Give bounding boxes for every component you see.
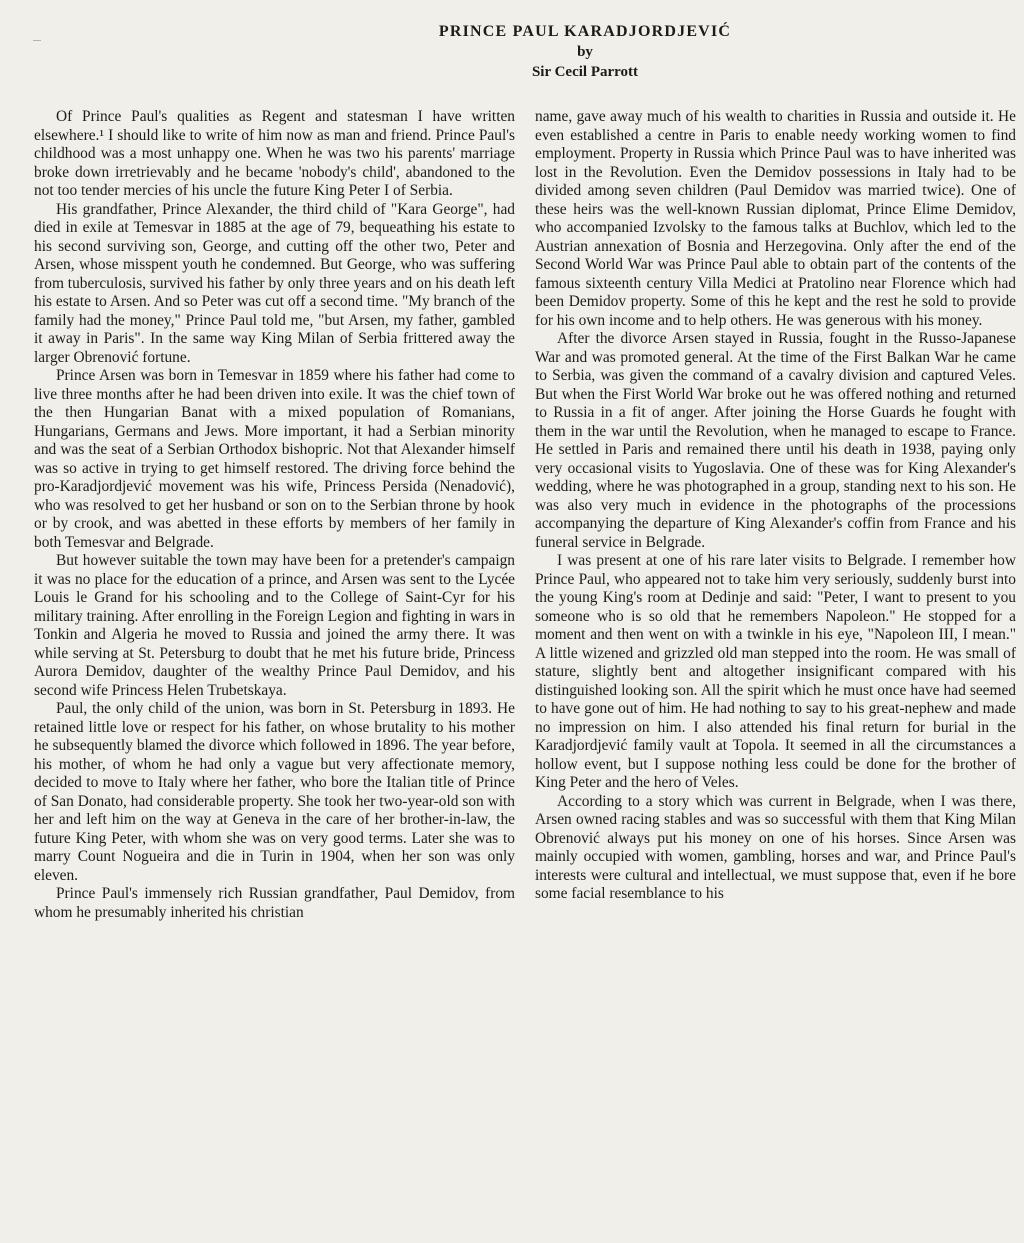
left-column xyxy=(34,108,515,922)
paragraph-continued: name, gave away much of his wealth to charities in Russia and outside it. He even established a centre in Paris to enable needy working women to find employment. Property in Russia which Prince Paul was to have inherited was lost in the Revolution. Even the Demidov possessions in Italy had to be divided among seven children (Paul Demidov was married twice). One of these heirs was the well-known Russian diplomat, Prince Elime Demidov, who accompanied Izvolsky to the famous talks at Buchlov, which led to the Austrian annexation of Bosnia and Herzegovina. Only after the end of the Second World War was Prince Paul able to obtain part of the contents of the famous sixteenth century Villa Medici at Pratolino near Florence which had been Demidov property. Some of this he kept and the rest he sold to provide for his own income and to help others. He was generous with his money. xyxy=(535,108,1016,329)
paragraph: But however suitable the town may have been for a pretender's campaign it was no place for the education of a prince, and Arsen was sent to the Lycée Louis le Grand for his schooling and to the College of Saint-Cyr for his military training. After enrolling in the Foreign Legion and fighting in wars in Tonkin and Algeria he moved to Russia and joined the army there. It was while serving at St. Petersburg to doubt that he met his future bride, Princess Aurora Demidov, daughter of the wealthy Prince Paul Demidov, and his second wife Princess Helen Trubetskaya. xyxy=(34,552,515,699)
paragraph: Of Prince Paul's qualities as Regent and statesman I have written elsewhere.¹ I should like to write of him now as man and friend. Prince Paul's childhood was a most unhappy one. When he was two his parents' marriage broke down irretrievably and he became 'nobody's child', abandoned to the not too tender mercies of his uncle the future King Peter I of Serbia. xyxy=(34,108,515,199)
paragraph: I was present at one of his rare later visits to Belgrade. I remember how Prince Paul, who appeared not to take him very seriously, suddenly burst into the young King's room at Dedinje and said: "Peter, I want to present to you someone who is so old that he remembers Napoleon." He stopped for a moment and then went on with a twinkle in his eye, "Napoleon III, I mean." A little wizened and grizzled old man stepped into the room. He was small of stature, slightly bent and altogether insignificant compared with his distinguished looking son. All the spirit which he must once have had seemed to have gone out of him. He had nothing to say to his great-nephew and made no impression on him. I also attended his final return for burial in the Karadjordjević family vault at Topola. It seemed in all the circumstances a hollow event, but I suppose nothing less could be done for the brother of King Peter and the hero of Veles. xyxy=(535,552,1016,791)
article-header xyxy=(34,22,1016,82)
article-body xyxy=(34,108,1016,922)
paragraph: Prince Paul's immensely rich Russian grandfather, Paul Demidov, from whom he presumably inherited his christian xyxy=(34,885,515,921)
paragraph: Prince Arsen was born in Temesvar in 1859 where his father had come to live three months after he had been driven into exile. It was the chief town of the then Hungarian Banat with a mixed population of Romanians, Hungarians, Germans and Jews. More important, it had a Serbian minority and was the seat of a Serbian Orthodox bishopric. Not that Alexander himself was so active in trying to get himself restored. The driving force behind the pro-Karadjordjević movement was his wife, Princess Persida (Nenadović), who was resolved to get her husband or son on to the Serbian throne by hook or by crook, and was abetted in these efforts by members of her family in both Temesvar and Belgrade. xyxy=(34,367,515,551)
paragraph: Paul, the only child of the union, was born in St. Petersburg in 1893. He retained little love or respect for his father, on whose brutality to his mother he subsequently blamed the divorce which followed in 1896. The year before, his mother, of whom he had only a vague but very affectionate memory, decided to move to Italy where her father, who bore the Italian title of Prince of San Donato, had considerable property. She took her two-year-old son with her and left him on the way at Geneva in the care of her brother-in-law, the future King Peter, with whom she was on very good terms. Later she was to marry Count Nogueira and die in Turin in 1904, when her son was only eleven. xyxy=(34,700,515,884)
paragraph: His grandfather, Prince Alexander, the third child of "Kara George", had died in exile at Temesvar in 1885 at the age of 79, bequeathing his estate to his second surviving son, George, and cutting off the other two, Peter and Arsen, whose misspent youth he condemned. But George, who was suffering from tuberculosis, survived his father by only three years and on his death left his estate to Arsen. And so Peter was cut off a second time. "My branch of the family had the money," Prince Paul told me, "but Arsen, my father, gambled it away in Paris". In the same way King Milan of Serbia frittered away the larger Obrenović fortune. xyxy=(34,200,515,366)
paragraph: After the divorce Arsen stayed in Russia, fought in the Russo-Japanese War and was promoted general. At the time of the First Balkan War he came to Serbia, was given the command of a cavalry division and captured Veles. But when the First World War broke out he was offered nothing and returned to Russia in a fit of anger. After joining the Horse Guards he fought with them in the war until the Revolution, when he managed to escape to France. He settled in Paris and remained there until his death in 1938, paying only very occasional visits to Yugoslavia. One of these was for King Alexander's wedding, where he was photographed in a group, standing next to his son. He was also very much in evidence in the photographs of the processions accompanying the departure of King Alexander's coffin from France and his funeral service in Belgrade. xyxy=(535,330,1016,551)
article-author: Sir Cecil Parrott xyxy=(531,64,639,80)
page-mark xyxy=(33,40,41,45)
byline-by: by xyxy=(577,44,593,60)
article-title: PRINCE PAUL KARADJORDJEVIĆ xyxy=(438,23,732,40)
paragraph: According to a story which was current in Belgrade, when I was there, Arsen owned racing stables and was so successful with them that King Milan Obrenović always put his money on one of his horses. Since Arsen was mainly occupied with women, gambling, horses and war, and Prince Paul's interests were cultural and intellectual, we must suppose that, even if he bore some facial resemblance to his xyxy=(535,792,1016,902)
right-column xyxy=(535,108,1016,922)
